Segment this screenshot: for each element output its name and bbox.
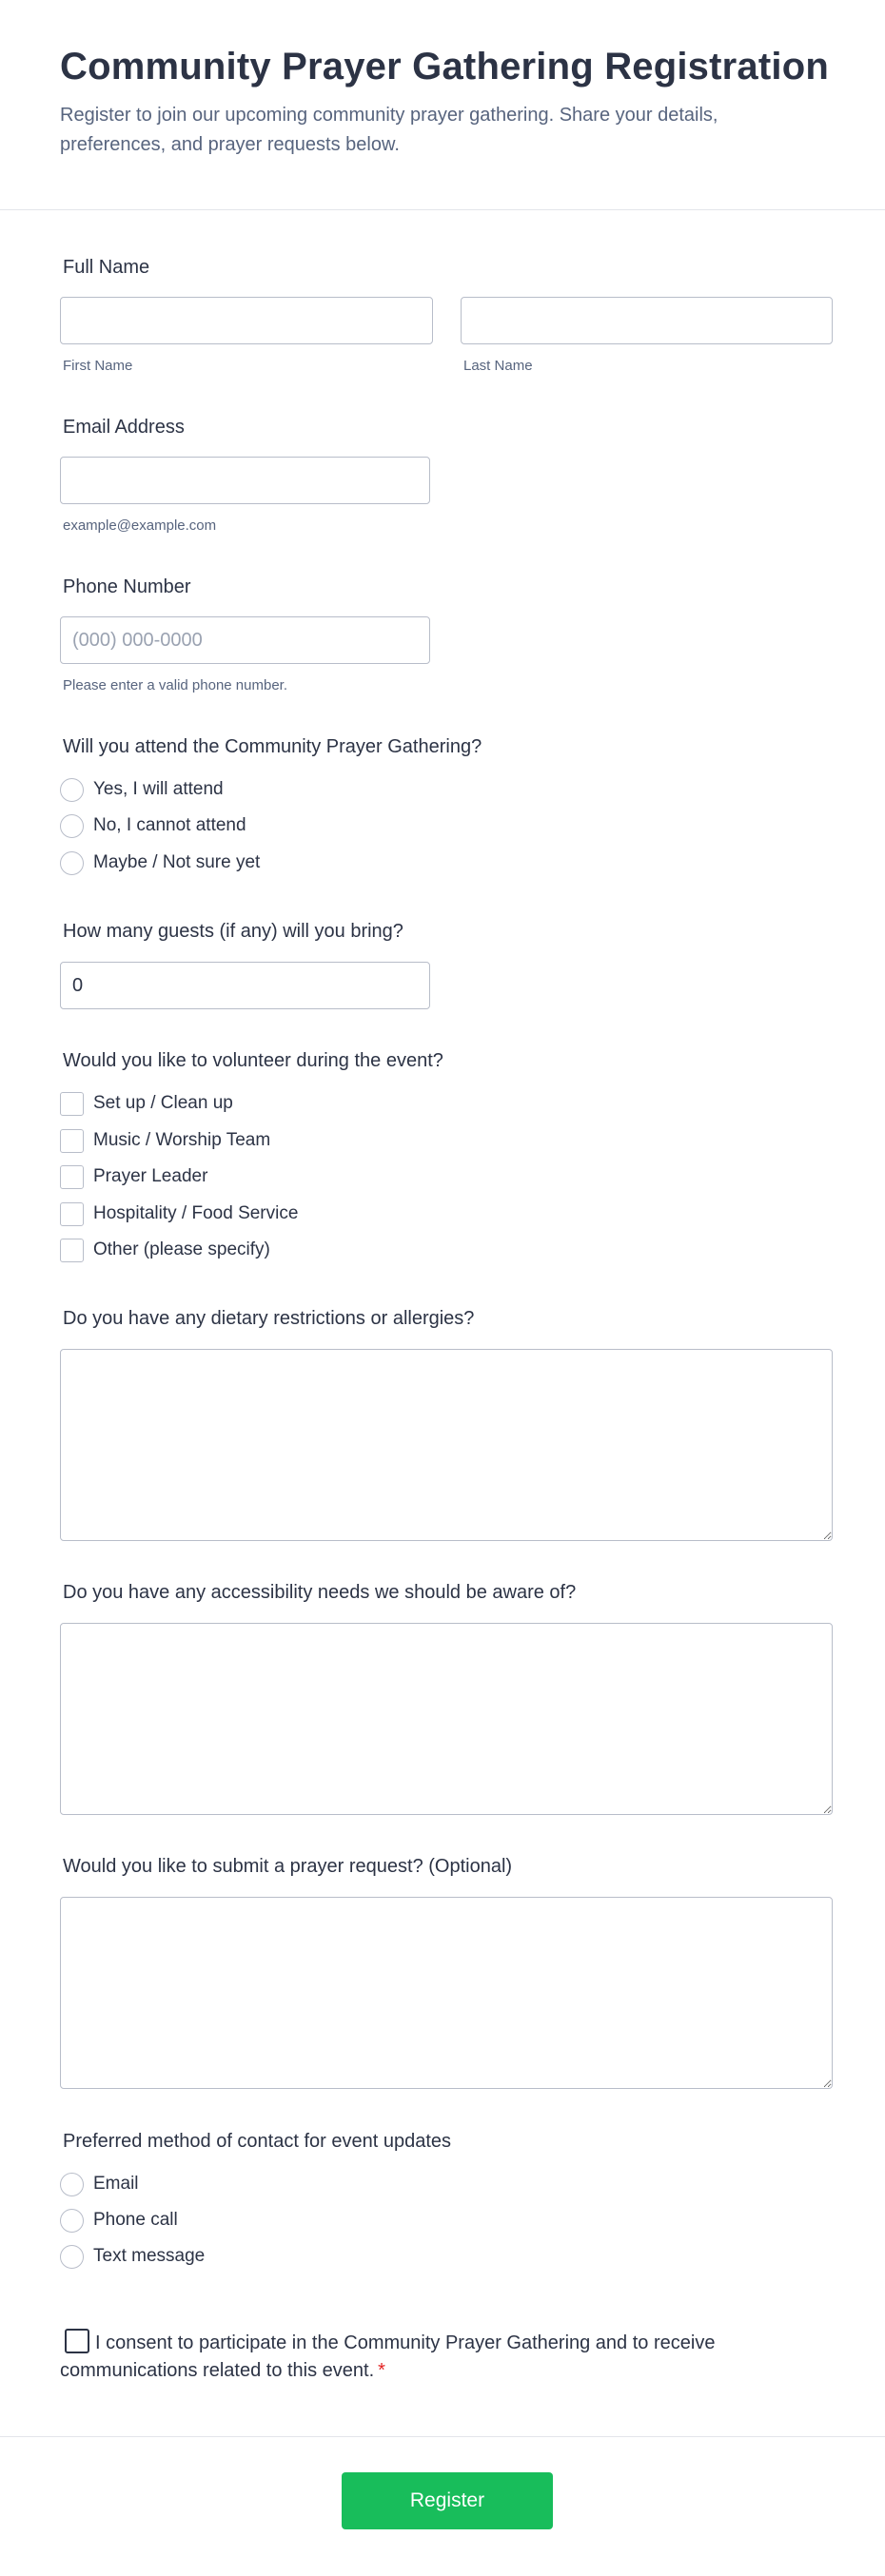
option-label: Text message	[93, 2246, 206, 2266]
page-subtitle: Register to join our upcoming community prayer gathering. Share your details, preferences, and prayer requests below.	[60, 105, 718, 155]
attendance-option-no[interactable]	[60, 812, 246, 839]
volunteer-option-prayer-leader[interactable]	[60, 1163, 207, 1190]
prayer-request-textarea[interactable]	[60, 1897, 833, 2089]
phone-sublabel: Please enter a valid phone number.	[63, 677, 287, 693]
dietary-textarea[interactable]	[60, 1349, 833, 1541]
attendance-label: Will you attend the Community Prayer Gathering?	[63, 736, 482, 757]
register-button[interactable]: Register	[342, 2472, 553, 2529]
footer-divider	[0, 2436, 885, 2437]
radio-button[interactable]	[60, 2173, 84, 2196]
radio-button[interactable]	[60, 851, 84, 875]
option-label: Hospitality / Food Service	[93, 1203, 299, 1223]
radio-button[interactable]	[60, 814, 84, 838]
volunteer-option-hospitality[interactable]	[60, 1200, 298, 1227]
option-label: Yes, I will attend	[93, 779, 224, 799]
attendance-option-maybe[interactable]	[60, 849, 260, 876]
checkbox[interactable]	[60, 1202, 84, 1226]
email-sublabel: example@example.com	[63, 517, 217, 534]
consent-text: I consent to participate in the Community Prayer Gathering and to receive communications related to this event.	[60, 2332, 716, 2381]
attendance-option-yes[interactable]	[60, 776, 224, 803]
contact-option-text[interactable]	[60, 2243, 205, 2270]
page-title: Community Prayer Gathering Registration	[60, 46, 829, 88]
option-label: No, I cannot attend	[93, 815, 246, 835]
volunteer-option-music[interactable]	[60, 1127, 270, 1154]
radio-button[interactable]	[60, 778, 84, 802]
form-header	[0, 0, 885, 210]
radio-button[interactable]	[60, 2245, 84, 2269]
checkbox[interactable]	[60, 1092, 84, 1116]
checkbox[interactable]	[60, 1165, 84, 1189]
guests-label: How many guests (if any) will you bring?	[63, 921, 403, 942]
last-name-input[interactable]	[461, 297, 833, 344]
checkbox[interactable]	[60, 1129, 84, 1153]
email-input[interactable]	[60, 457, 430, 504]
first-name-input[interactable]	[60, 297, 433, 344]
guests-number-input[interactable]	[60, 962, 430, 1009]
phone-label: Phone Number	[63, 576, 191, 597]
checkbox[interactable]	[60, 1239, 84, 1262]
accessibility-textarea[interactable]	[60, 1623, 833, 1815]
last-name-sublabel: Last Name	[463, 358, 533, 374]
accessibility-label: Do you have any accessibility needs we should be aware of?	[63, 1582, 577, 1603]
option-label: Set up / Clean up	[93, 1093, 233, 1113]
consent-field	[60, 2329, 726, 2385]
volunteer-label: Would you like to volunteer during the event?	[63, 1050, 443, 1071]
option-label: Phone call	[93, 2210, 178, 2230]
required-asterisk: *	[378, 2360, 385, 2381]
first-name-sublabel: First Name	[63, 358, 133, 374]
radio-button[interactable]	[60, 2209, 84, 2233]
dietary-label: Do you have any dietary restrictions or allergies?	[63, 1308, 475, 1329]
prayer-request-label: Would you like to submit a prayer request? (Optional)	[63, 1856, 513, 1877]
volunteer-option-other[interactable]	[60, 1237, 270, 1263]
option-label: Maybe / Not sure yet	[93, 852, 261, 872]
full-name-label: Full Name	[63, 257, 150, 278]
option-label: Music / Worship Team	[93, 1130, 271, 1150]
consent-checkbox[interactable]	[65, 2329, 89, 2353]
option-label: Other (please specify)	[93, 1239, 270, 1259]
option-label: Prayer Leader	[93, 1166, 208, 1186]
contact-option-phone[interactable]	[60, 2207, 178, 2234]
option-label: Email	[93, 2174, 139, 2194]
email-label: Email Address	[63, 417, 185, 438]
contact-method-label: Preferred method of contact for event updates	[63, 2131, 452, 2152]
contact-option-email[interactable]	[60, 2171, 139, 2197]
volunteer-option-setup[interactable]	[60, 1090, 233, 1117]
phone-input[interactable]	[60, 616, 430, 664]
